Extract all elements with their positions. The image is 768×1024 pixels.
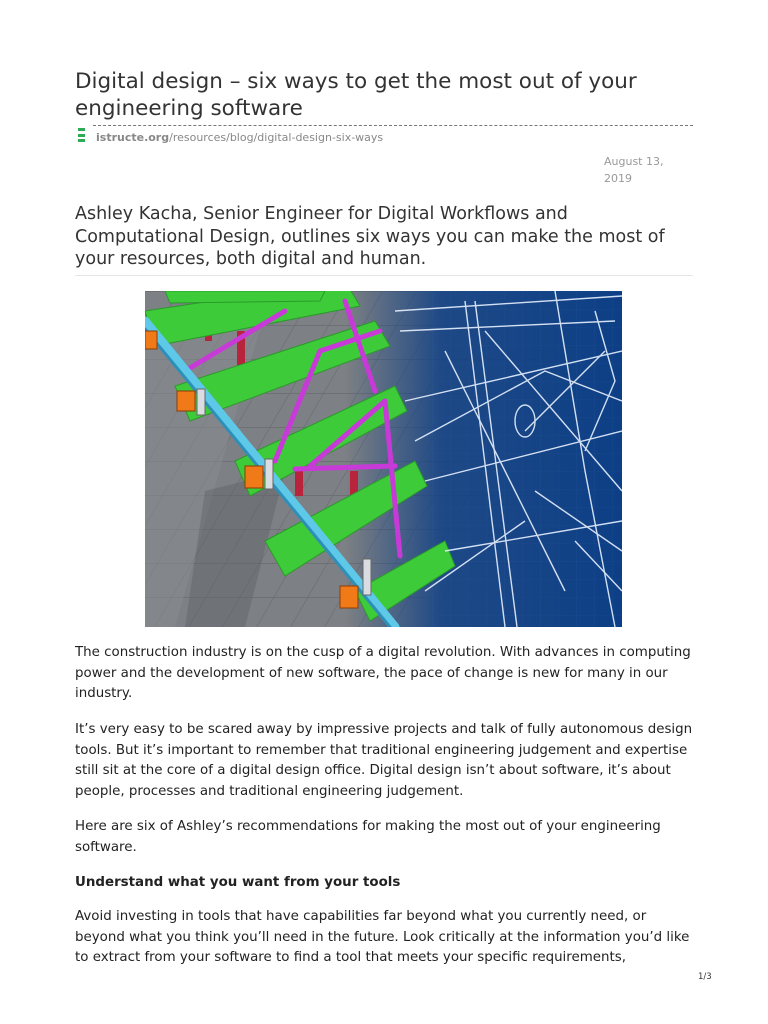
source-url[interactable] <box>96 131 383 144</box>
body-paragraph-1: The construction industry is on the cusp of a digital revolution. With advances in computing power and the development of new software, the pace of change is new for many in our industry. <box>75 645 691 701</box>
source-path: /resources/blog/digital-design-six-ways <box>169 131 384 144</box>
section-heading: Understand what you want from your tools <box>75 875 401 890</box>
source-domain: istructe.org <box>96 131 170 144</box>
lede-divider <box>75 275 693 276</box>
publish-date: August 13, 2019 <box>604 155 664 185</box>
article-title: Digital design – six ways to get the most out of your engineering software <box>75 69 637 121</box>
body-paragraph-2: It’s very easy to be scared away by impressive projects and talk of fully autonomous design tools. But it’s important to remember that traditional engineering judgement and expertise still sit at the core of a digital design office. Digital design isn’t about software, it’s about people, processes and traditional engineering judgement. <box>75 722 693 799</box>
site-logo-icon <box>78 128 86 146</box>
body-paragraph-3: Here are six of Ashley’s recommendations for making the most out of your engineering software. <box>75 819 661 855</box>
article-lede: Ashley Kacha, Senior Engineer for Digital Workflows and Computational Design, outlines six ways you can make the most of your resources, both digital and human. <box>75 204 665 269</box>
dashed-divider <box>93 125 693 126</box>
hero-image <box>145 291 622 627</box>
source-bar <box>75 125 693 149</box>
body-paragraph-4: Avoid investing in tools that have capabilities far beyond what you currently need, or beyond what you think you’ll need in the future. Look critically at the information you’d like to extract from your software to find a tool that meets your specific requirements, <box>75 909 690 965</box>
page-number: 1/3 <box>698 972 712 982</box>
